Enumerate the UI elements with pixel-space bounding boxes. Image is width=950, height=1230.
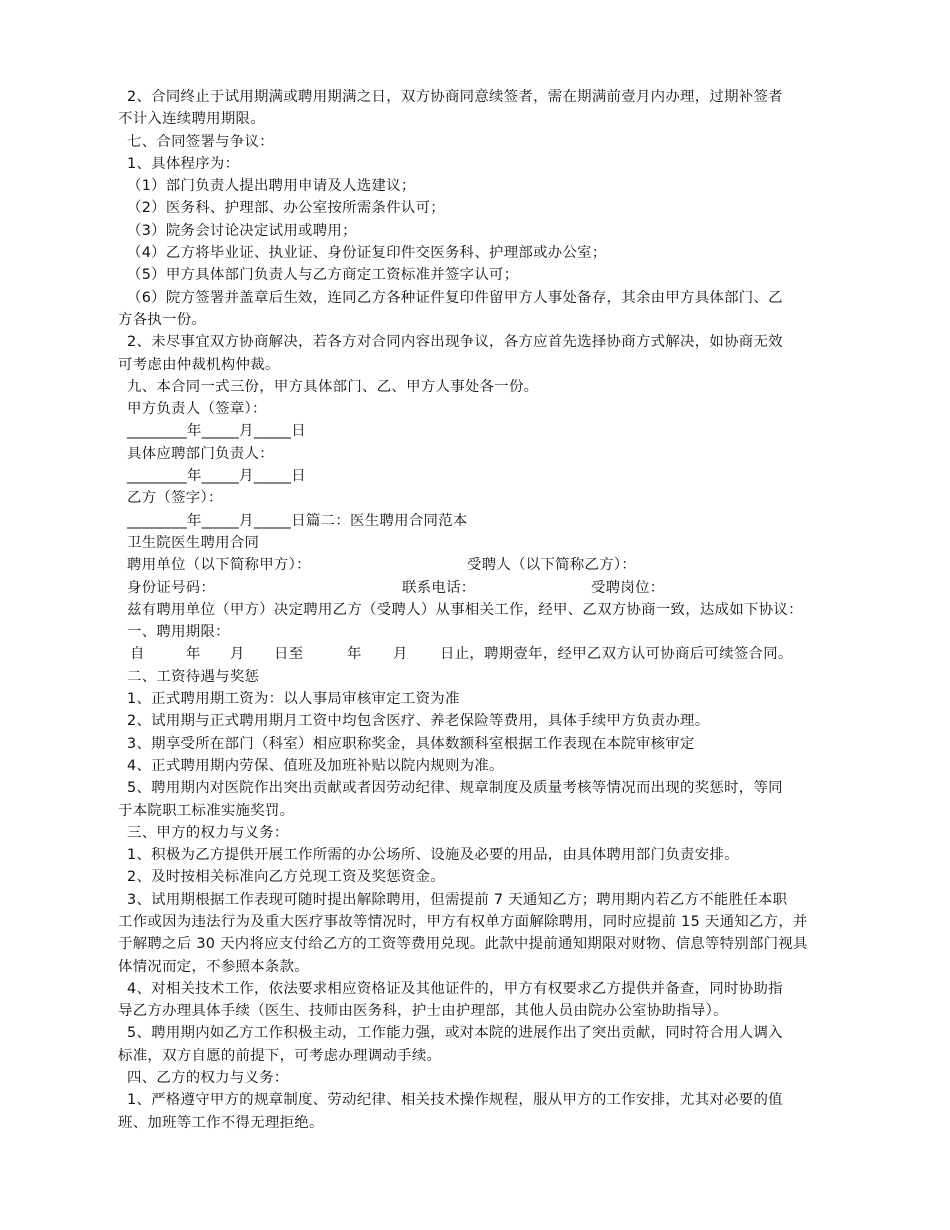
text-line: 1、具体程序为： [127, 155, 240, 172]
text-line: 二、工资待遇与奖惩 [127, 668, 260, 685]
text-segment: 月 [393, 646, 408, 663]
text-line-columns [0, 577, 950, 599]
text-line: 七、合同签署与争议： [127, 133, 274, 150]
text-line-continuation: 标准，双方自愿的前提下，可考虑办理调动手续。 [118, 1047, 442, 1064]
text-line-continuation: 方各执一份。 [118, 311, 207, 328]
text-segment: 日至 [274, 646, 304, 663]
text-line: 一、聘用期限： [127, 624, 230, 641]
text-line: （3）院务会讨论决定试用或聘用； [127, 222, 357, 239]
text-line-continuation: 导乙方办理具体手续（医生、技师由医务科，护士由护理部，其他人员由院办公室协助指导）。 [118, 1003, 728, 1020]
text-line: ________年_____月_____日 [127, 468, 306, 485]
text-segment: 自 [130, 646, 145, 663]
text-line: 甲方负责人（签章）： [127, 401, 267, 418]
text-line: 1、严格遵守甲方的规章制度、劳动纪律、相关技术操作规程，服从甲方的工作安排，尤其对必要的值 [127, 1092, 783, 1109]
text-line-continuation: 于解聘之后 30 天内将应支付给乙方的工资等费用兑现。此款中提前通知期限对财物、信息等特别部门视具 [118, 936, 808, 953]
text-line: 2、试用期与正式聘用期月工资中均包含医疗、养老保险等费用，具体手续甲方负责办理。 [127, 713, 710, 730]
text-line-continuation: 体情况而定，不参照本条款。 [118, 958, 309, 975]
text-line: 三、甲方的权力与义务： [127, 824, 289, 841]
text-line-continuation: 工作或因为违法行为及重大医疗事故等情况时，甲方有权单方面解除聘用，同时应提前 15 天通知乙方，并 [118, 913, 808, 930]
text-line-continuation: 于本院职工标准实施奖罚。 [118, 802, 295, 819]
text-line: 具体应聘部门负责人： [127, 445, 274, 462]
text-line: （5）甲方具体部门负责人与乙方商定工资标准并签字认可； [127, 267, 519, 284]
text-line: 兹有聘用单位（甲方）决定聘用乙方（受聘人）从事相关工作，经甲、乙双方协商一致，达成如下协议： [127, 601, 803, 618]
text-segment: 联系电话： [402, 579, 476, 596]
text-line: ________年_____月_____日 [127, 423, 306, 440]
text-segment: 年 [186, 646, 201, 663]
text-segment: 年 [347, 646, 362, 663]
text-line: （1）部门负责人提出聘用申请及人选建议； [127, 178, 416, 195]
text-line: 3、试用期根据工作表现可随时提出解除聘用，但需提前 7 天通知乙方；聘用期内若乙方不能胜任本职 [127, 891, 788, 908]
text-line: 乙方（签字）： [127, 490, 223, 507]
text-line: 2、未尽事宜双方协商解决，若各方对合同内容出现争议，各方应首先选择协商方式解决，如协商无效 [127, 334, 783, 351]
text-line: 四、乙方的权力与义务： [127, 1070, 289, 1087]
text-line: ________年_____月_____日篇二：医生聘用合同范本 [127, 512, 468, 529]
text-line: 2、及时按相关标准向乙方兑现工资及奖惩资金。 [127, 869, 445, 886]
text-line: （6）院方签署并盖章后生效，连同乙方各种证件复印件留甲方人事处备存，其余由甲方具体部门、乙 [127, 289, 783, 306]
text-segment: 聘用单位（以下简称甲方）： [127, 557, 311, 574]
text-segment: 身份证号码： [127, 579, 216, 596]
text-line-continuation: 班、加班等工作不得无理拒绝。 [118, 1114, 324, 1131]
text-segment: 日止，聘期壹年，经甲乙双方认可协商后可续签合同。 [440, 646, 793, 663]
text-line: 1、积极为乙方提供开展工作所需的办公场所、设施及必要的用品，由具体聘用部门负责安排。 [127, 847, 739, 864]
text-line-columns [0, 643, 950, 665]
text-line: （2）医务科、护理部、办公室按所需条件认可； [127, 200, 445, 217]
text-line: 4、正式聘用期内劳保、值班及加班补贴以院内规则为准。 [127, 757, 504, 774]
text-line: 卫生院医生聘用合同 [127, 534, 260, 551]
contract-document [0, 86, 950, 1134]
text-line: 2、合同终止于试用期满或聘用期满之日，双方协商同意续签者，需在期满前壹月内办理，过期补签者 [127, 89, 783, 105]
text-segment: 受聘人（以下简称乙方）： [467, 557, 637, 574]
text-line: 4、对相关技术工作，依法要求相应资格证及其他证件的，甲方有权要求乙方提供并备查，同时协助指 [127, 980, 783, 997]
text-line: 1、正式聘用期工资为：以人事局审核审定工资为准 [127, 691, 460, 708]
text-line: 5、聘用期内如乙方工作积极主动，工作能力强，或对本院的进展作出了突出贡献，同时符合用人调入 [127, 1025, 783, 1042]
text-line: （4）乙方将毕业证、执业证、身份证复印件交医务科、护理部或办公室； [127, 245, 607, 262]
text-line: 九、本合同一式三份，甲方具体部门、乙、甲方人事处各一份。 [127, 378, 539, 395]
text-segment: 受聘岗位： [591, 579, 665, 596]
text-segment: 月 [230, 646, 245, 663]
text-line-continuation: 不计入连续聘用期限。 [118, 111, 265, 128]
text-line: 5、聘用期内对医院作出突出贡献或者因劳动纪律、规章制度及质量考核等情况而出现的奖惩时，等同 [127, 780, 783, 797]
text-line-columns [0, 554, 950, 576]
text-line: 3、期享受所在部门（科室）相应职称奖金，具体数额科室根据工作表现在本院审核审定 [127, 735, 695, 752]
text-line-continuation: 可考虑由仲裁机构仲裁。 [118, 356, 280, 373]
